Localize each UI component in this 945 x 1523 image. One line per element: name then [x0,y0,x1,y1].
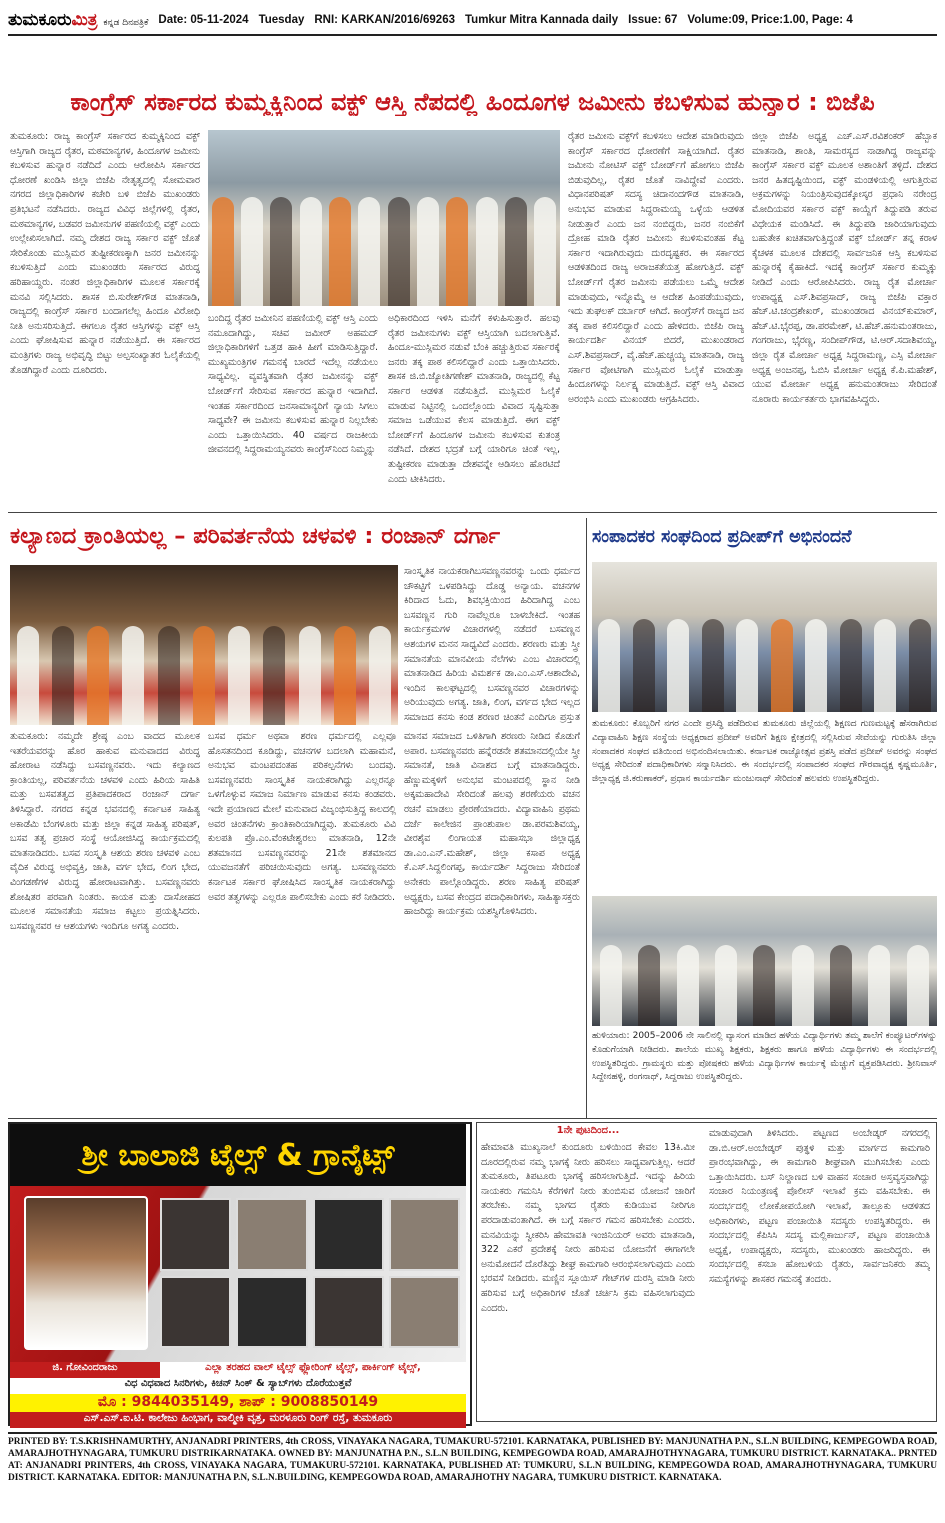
volume-price-page: Volume:09, Price:1.00, Page: 4 [687,14,853,26]
story1-protest-photo [208,130,560,306]
continued-story-box [476,1122,937,1422]
story3-caption-2: ಹುಳಿಯಾರು: 2005–2006 ನೇ ಸಾಲಿನಲ್ಲಿ ವ್ಯಾಸಂಗ ಮಾಡಿದ ಹಳೆಯ ವಿದ್ಯಾರ್ಥಿಗಳು ತಮ್ಮ ಶಾಲೆಗೆ ಕಂಪ್ಯೂಟರ್‌ಗಳನ್ನು ಕೊಡುಗೆಯಾಗಿ ನೀಡಿದರು. ಶಾಲೆಯ ಮುಖ್ಯ ಶಿಕ್ಷಕರು, ಶಿಕ್ಷಕರು ಹಾಗೂ ಹಳೆಯ ವಿದ್ಯಾರ್ಥಿಗಳು ಈ ಸಂದರ್ಭದಲ್ಲಿ ಉಪಸ್ಥಿತರಿದ್ದರು. ಗ್ರಾಮಸ್ಥರು ಮತ್ತು ಪೋಷಕರು ಹಳೆಯ ವಿದ್ಯಾರ್ಥಿಗಳ ಕಾರ್ಯಕ್ಕೆ ಮೆಚ್ಚುಗೆ ವ್ಯಕ್ತಪಡಿಸಿದರು. ಶ್ರೀನಿವಾಸ್ ಸಿದ್ದೇನಹಳ್ಳಿ, ರಂಗನಾಥ್, ಸಿದ್ದರಾಜು ಉಪಸ್ಥಿತರಿದ್ದರು. [592,1031,937,1083]
newspaper-logo [8,10,148,30]
tile-samples [160,1198,460,1348]
logo-main: ತುಮಕೂರು [8,10,72,30]
logo-sub: ಕನ್ನಡ ದಿನಪತ್ರಿಕೆ [103,18,149,28]
story2-column-2: ಬಸವ ಧರ್ಮ ಅಥವಾ ಶರಣ ಧರ್ಮದಲ್ಲಿ ಎಲ್ಲವೂ ಹೊಸತನದಿಂದ ಕೂಡಿದ್ದು, ವಚನಗಳ ಬದಲಾಗಿ ಮಹಾಮನೆ, ಅನುಭವ ಮಂಟಪದಂತಹ ಪರಿಕಲ್ಪನೆಗಳು ಬಂದವು. ಬಸವಣ್ಣನವರು ಸಾಂಸ್ಕೃತಿಕ ನಾಯಕರಾಗಿದ್ದು ಎಲ್ಲರನ್ನೂ ಒಳಗೊಳ್ಳುವ ಸಮಾಜ ನಿರ್ಮಾಣ ಮಾಡುವ ಕನಸು ಕಂಡವರು. ಇದೇ ಪ್ರಯಾಣದ ಮೇಲೆ ಮನುವಾದ ವಿಜೃಂಭಿಸುತ್ತಿದ್ದ ಕಾಲದಲ್ಲಿ ಅವರ ಚಿಂತನೆಗಳು ಕ್ರಾಂತಿಕಾರಿಯಾಗಿದ್ದವು. ತುಮಕೂರು ವಿವಿ ಕುಲಪತಿ ಪ್ರೊ.ಎಂ.ವೆಂಕಟೇಶ್ವರಲು ಮಾತನಾಡಿ, 12ನೇ ಶತಮಾನದ ಬಸವಣ್ಣನವರನ್ನು 21ನೇ ಶತಮಾನದ ಯುವಜನತೆಗೆ ಪರಿಚಯಿಸುವುದು ಅಗತ್ಯ. ಬಸವಣ್ಣನವರು ಕರ್ನಾಟಕ ಸರ್ಕಾರ ಘೋಷಿಸಿದ ಸಾಂಸ್ಕೃತಿಕ ನಾಯಕರಾಗಿದ್ದು ಅವರ ತತ್ವಗಳನ್ನು ಎಲ್ಲರೂ ಪಾಲಿಸಬೇಕು ಎಂದು ಕರೆ ನೀಡಿದರು. [208,731,396,903]
story2-column-3: ಮಾನವ ಸಮಾಜದ ಒಳಿತಿಗಾಗಿ ಶರಣರು ನೀಡಿದ ಕೊಡುಗೆ ಅಪಾರ. ಬಸವಣ್ಣನವರು ಹನ್ನೆರಡನೇ ಶತಮಾನದಲ್ಲಿಯೇ ಸ್ತ್ರೀ ಸಮಾನತೆ, ಜಾತಿ ವಿನಾಶದ ಬಗ್ಗೆ ಮಾತನಾಡಿದ್ದರು. ಹೆಣ್ಣುಮಕ್ಕಳಿಗೆ ಅನುಭವ ಮಂಟಪದಲ್ಲಿ ಸ್ಥಾನ ನೀಡಿ ಅಕ್ಕಮಹಾದೇವಿ ಸೇರಿದಂತೆ ಹಲವು ಶರಣೆಯರು ವಚನ ರಚನೆ ಮಾಡಲು ಪ್ರೇರಣೆಯಾದರು. ವಿದ್ಯಾವಾಹಿನಿ ಪ್ರಥಮ ದರ್ಜೆ ಕಾಲೇಜಿನ ಪ್ರಾಂಶುಪಾಲ ಡಾ.ಪರಮಶಿವಯ್ಯ, ವೀರಶೈವ ಲಿಂಗಾಯತ ಮಹಾಸಭಾ ಜಿಲ್ಲಾಧ್ಯಕ್ಷ ಡಾ.ಎಂ.ಎನ್.ಮಹೇಶ್, ಜಿಲ್ಲಾ ಕಸಾಪ ಅಧ್ಯಕ್ಷ ಕೆ.ಎಸ್.ಸಿದ್ದಲಿಂಗಪ್ಪ, ಕಾರ್ಯದರ್ಶಿ ಸಿದ್ದರಾಜು ಸೇರಿದಂತೆ ಅನೇಕರು ಪಾಲ್ಗೊಂಡಿದ್ದರು. ಶರಣ ಸಾಹಿತ್ಯ ಪರಿಷತ್ ಅಧ್ಯಕ್ಷರು, ಬಸವ ಕೇಂದ್ರದ ಪದಾಧಿಕಾರಿಗಳು, ಸಾಹಿತ್ಯಾಸಕ್ತರು ಹಾಜರಿದ್ದು ಕಾರ್ಯಕ್ರಮ ಯಶಸ್ವಿಗೊಳಿಸಿದರು. [404,731,580,918]
paper-name: Tumkur Mitra Kannada daily [465,14,619,26]
masthead [8,6,937,36]
continued-label: 1ನೇ ಪುಟದಿಂದ... [556,1125,620,1136]
continued-column-1: ಹೇಮಾವತಿ ಮುಖ್ಯನಾಲೆ ಕುಂದೂರು ಬಳಿಯಿಂದ ಕೇವಲ 13ಕಿ.ಮೀ ದೂರದಲ್ಲಿರುವ ನಮ್ಮ ಭಾಗಕ್ಕೆ ನೀರು ಹರಿಸಲು ಸಾಧ್ಯವಾಗುತ್ತಿಲ್ಲ. ಆದರೆ ತುಮಕೂರು, ತಿಪಟೂರು ಭಾಗಕ್ಕೆ ಹರಿಸಲಾಗುತ್ತಿದೆ. ಇದನ್ನು ಹಿರಿಯ ನಾಯಕರು ಗಮನಿಸಿ ಕೆರೆಗಳಿಗೆ ನೀರು ತುಂಬಿಸುವ ಯೋಜನೆ ಜಾರಿಗೆ ತರಬೇಕು. ನಮ್ಮ ಭಾಗದ ರೈತರು ಕುಡಿಯುವ ನೀರಿಗೂ ಪರದಾಡುವಂತಾಗಿದೆ. ಈ ಬಗ್ಗೆ ಸರ್ಕಾರ ಗಮನ ಹರಿಸಬೇಕು ಎಂದರು. ಮನವಿಯನ್ನು ಸ್ವೀಕರಿಸಿ ಹೇಮಾವತಿ ಇಂಜಿನಿಯರ್ ಅವರು ಮಾತನಾಡಿ, 322 ಎಕರೆ ಪ್ರದೇಶಕ್ಕೆ ನೀರು ಹರಿಸುವ ಯೋಜನೆಗೆ ಈಗಾಗಲೇ ಅನುಮೋದನೆ ದೊರೆತಿದ್ದು ಶೀಘ್ರ ಕಾಮಗಾರಿ ಆರಂಭಿಸಲಾಗುವುದು ಎಂದು ಭರವಸೆ ನೀಡಿದರು. ಮಣ್ಣಿನ ಸ್ಲೂಯಿಸ್ ಗೇಟ್‌ಗಳ ದುರಸ್ತಿ ಮಾಡಿ ನೀರು ಹರಿಸುವ ಬಗ್ಗೆ ಅಧಿಕಾರಿಗಳ ಜೊತೆ ಚರ್ಚಿಸಿ ಕ್ರಮ ವಹಿಸಲಾಗುವುದು ಎಂದರು. [481,1142,695,1314]
story2-column-right: ಸಾಂಸ್ಕೃತಿಕ ನಾಯಕರಾಗಿಬಸವಣ್ಣನವರನ್ನು ಒಂದು ಧರ್ಮದ ಚೌಕಟ್ಟಿಗೆ ಒಳಪಡಿಸಿದ್ದು ದೊಡ್ಡ ಅನ್ಯಾಯ. ವಚನಗಳ ಕಿರಿದಾದ ಓದು, ಶಿವಭಕ್ತಿಯಿಂದ ಹಿರಿದಾಗಿದ್ದ ಎಂಬ ಬಸವಣ್ಣನ ಗುರಿ ನಾವೆಲ್ಲರೂ ಬಾಳಬೇಕಿದೆ. ಇಂತಹ ಕಾರ್ಯಕ್ರಮಗಳ ವಿಚಾರಗಳಲ್ಲಿ ನಡೆದರೆ ಬಸವಣ್ಣನ ಆಶಯಗಳ ಮನನ ಸಾಧ್ಯವಿದೆ ಎಂದರು. ಶರಣರು ಮತ್ತು ಸ್ತ್ರೀ ಸಮಾನತೆಯ ಮಾನವೀಯ ನೆಲೆಗಳು ಎಂಬ ವಿಚಾರದಲ್ಲಿ ಮಾತನಾಡಿದ ಹಿರಿಯ ವಿಮರ್ಶಕ ಡಾ.ಎಂ.ಎಸ್.ಆಶಾದೇವಿ, ಇಂದಿನ ಕಾಲಘಟ್ಟದಲ್ಲಿ ಬಸವಣ್ಣನವರ ವಿಚಾರಗಳನ್ನು ಅರಿಯುವುದು ಅಗತ್ಯ. ಜಾತಿ, ಲಿಂಗ, ವರ್ಗದ ಭೇದ ಇಲ್ಲದ ಸಮಾಜದ ಕನಸು ಕಂಡ ಶರಣರ ಚಿಂತನೆ ಎಂದಿಗೂ ಪ್ರಸ್ತುತ [404,566,580,723]
issue-number: Issue: 67 [628,14,678,26]
ad-body [10,1186,466,1362]
story3-headline: ಸಂಪಾದಕರ ಸಂಘದಿಂದ ಪ್ರದೀಪ್‌ಗೆ ಅಭಿನಂದನೆ [592,527,852,547]
story2-column-1: ತುಮಕೂರು: ನಮ್ಮದೇ ಶ್ರೇಷ್ಠ ಎಂಬ ವಾದದ ಮೂಲಕ ಇತರೆಯವರನ್ನು ಹೊರ ಹಾಕುವ ಮನುವಾದದ ವಿರುದ್ಧ ಹೋರಾಟ ನಡೆಸಿದ್ದು ಬಸವಣ್ಣನವರು. ಇದು ಕಲ್ಯಾಣದ ಕ್ರಾಂತಿಯಲ್ಲ, ಪರಿವರ್ತನೆಯ ಚಳವಳಿ ಎಂದು ಹಿರಿಯ ಸಾಹಿತಿ ಮತ್ತು ಬಸವತತ್ವದ ಪ್ರತಿಪಾದಕರಾದ ರಂಜಾನ್ ದರ್ಗಾ ತಿಳಿಸಿದ್ದಾರೆ. ನಗರದ ಕನ್ನಡ ಭವನದಲ್ಲಿ ಕರ್ನಾಟಕ ಸಾಹಿತ್ಯ ಅಕಾಡೆಮಿ ಬೆಂಗಳೂರು ಮತ್ತು ಜಿಲ್ಲಾ ಕನ್ನಡ ಸಾಹಿತ್ಯ ಪರಿಷತ್, ಬಸವ ತತ್ವ ಪ್ರಚಾರ ಸಂಸ್ಥೆ ಆಯೋಜಿಸಿದ್ದ ಕಾರ್ಯಕ್ರಮದಲ್ಲಿ ಮಾತನಾಡಿದರು. ಬಸವ ಸಂಸ್ಕೃತಿ ಆಶಯ ಶರಣ ಚಳವಳಿ ಎಂಬ ವೈದಿಕ ವಿರುದ್ಧ ಅಭಿವ್ಯಕ್ತಿ, ಜಾತಿ, ವರ್ಗ ಭೇದ, ಲಿಂಗ ಭೇದ, ವಿಂಗಡಣೆಗಳ ವಿರುದ್ಧ ಹೋರಾಟವಾಗಿತ್ತು. ಬಸವಣ್ಣನವರು ಶೋಷಿತರ ಪರವಾಗಿ ನಿಂತರು. ಕಾಯಕ ಮತ್ತು ದಾಸೋಹದ ಮೂಲಕ ಸಮಾನತೆಯ ಸಮಾಜ ಕಟ್ಟಲು ಪ್ರಯತ್ನಿಸಿದರು. ಬಸವಣ್ಣನವರ ಆ ಆಶಯಗಳು ಇಂದಿಗೂ ಅಗತ್ಯ ಎಂದರು. [10,731,200,932]
story1-column-5: ಜಿಲ್ಲಾ ಬಿಜೆಪಿ ಅಧ್ಯಕ್ಷ ಎಚ್.ಎಸ್.ರವಿಶಂಕರ್ ಹೆಬ್ಬಾಕ ಮಾತನಾಡಿ, ಶಾಂತಿ, ಸಾಮರಸ್ಯದ ನಾಡಾಗಿದ್ದ ರಾಜ್ಯವನ್ನು ಕಾಂಗ್ರೆಸ್ ಸರ್ಕಾರ ವಕ್ಫ್ ಮೂಲಕ ಅಶಾಂತಿಗೆ ತಳ್ಳಿದೆ. ದೇಶದ ಜನರ ಹಿತದೃಷ್ಟಿಯಿಂದ, ವಕ್ಫ್ ಮಂಡಳಿಯಲ್ಲಿ ಆಗುತ್ತಿರುವ ಅಕ್ರಮಗಳನ್ನು ನಿಯಂತ್ರಿಸುವುದಕ್ಕೋಸ್ಕರ ಪ್ರಧಾನಿ ನರೇಂದ್ರ ಮೋದಿಯವರ ಸರ್ಕಾರ ವಕ್ಫ್ ಕಾಯ್ದೆಗೆ ತಿದ್ದುಪಡಿ ತರುವ ವಿಧೇಯಕ ಮಂಡಿಸಿದೆ. ಈ ತಿದ್ದುಪಡಿ ಜಾರಿಯಾಗುವುದು ಬಹುತೇಕ ಖಚಿತವಾಗುತ್ತಿದ್ದಂತೆ ವಕ್ಫ್ ಬೋರ್ಡ್ ತನ್ನ ಕರಾಳ ಕೈಚಳಕ ಮೂಲಕ ದೇಶದಲ್ಲಿ ಸಾರ್ವಜನಿಕ ಆಸ್ತಿ ಕಬಳಿಸುವ ಹುನ್ನಾರಕ್ಕೆ ಕೈಹಾಕಿದೆ. ಇದಕ್ಕೆ ಕಾಂಗ್ರೆಸ್ ಸರ್ಕಾರ ಕುಮ್ಮಕ್ಕು ನೀಡಿದೆ ಎಂದು ಆರೋಪಿಸಿದರು. ರಾಜ್ಯ ರೈತ ಮೋರ್ಚಾ ಉಪಾಧ್ಯಕ್ಷ ಎಸ್.ಶಿವಪ್ರಸಾದ್, ರಾಜ್ಯ ಬಿಜೆಪಿ ವಕ್ತಾರ ಹೆಚ್.ಟಿ.ಚಂದ್ರಶೇಖರ್, ಮುಖಂಡರಾದ ವಿನಯ್‌ಕುಮಾರ್, ಹೆಚ್.ಟಿ.ಭೈರಪ್ಪ, ಡಾ.ಪರಮೇಶ್, ಟಿ.ಹೆಚ್.ಹನುಮಂತರಾಜು, ಗಂಗರಾಜು, ಭೈರಣ್ಣ, ಸಂದೀಪ್‌ಗೌಡ, ಟಿ.ಆರ್.ಸದಾಶಿವಯ್ಯ, ಜಿಲ್ಲಾ ರೈತ ಮೋರ್ಚಾ ಅಧ್ಯಕ್ಷ ಸಿದ್ದರಾಮಣ್ಣ, ಎಸ್ಸಿ ಮೋರ್ಚಾ ಅಧ್ಯಕ್ಷ ಅಂಜನಪ್ಪ, ಓಬಿಸಿ ಮೋರ್ಚಾ ಅಧ್ಯಕ್ಷ ಕೆ.ಪಿ.ಮಹೇಶ್, ಯುವ ಮೋರ್ಚಾ ಅಧ್ಯಕ್ಷ ಹನುಮಂತರಾಜು ಸೇರಿದಂತೆ ನೂರಾರು ಕಾರ್ಯಕರ್ತರು ಭಾಗವಹಿಸಿದ್ದರು. [752,131,937,405]
ad-address: ಎಸ್.ಎಸ್.ಐ.ಟಿ. ಕಾಲೇಜು ಹಿಂಭಾಗ, ವಾಲ್ಮೀಕಿ ವೃತ್ತ, ಮರಳೂರು ರಿಂಗ್ ರಸ್ತೆ, ತುಮಕೂರು [10,1412,466,1428]
story3-caption-1: ತುಮಕೂರು: ಕೊಬ್ಬರಿಗೆ ನಗರ ಎಂದೇ ಪ್ರಸಿದ್ಧಿ ಪಡೆದಿರುವ ತುಮಕೂರು ಜಿಲ್ಲೆಯಲ್ಲಿ ಶಿಕ್ಷಣದ ಗುಣಮಟ್ಟಕ್ಕೆ ಹೆಸರಾಗಿರುವ ವಿದ್ಯಾವಾಹಿನಿ ಶಿಕ್ಷಣ ಸಂಸ್ಥೆಯ ಅಧ್ಯಕ್ಷರಾದ ಪ್ರದೀಪ್ ಅವರಿಗೆ ಶಿಕ್ಷಣ ಕ್ಷೇತ್ರದಲ್ಲಿ ಸಲ್ಲಿಸಿರುವ ಸೇವೆಯನ್ನು ಗುರುತಿಸಿ ಜಿಲ್ಲಾ ಸಂಪಾದಕರ ಸಂಘದ ವತಿಯಿಂದ ಅಭಿನಂದಿಸಲಾಯಿತು. ಕರ್ನಾಟಕ ರಾಜ್ಯೋತ್ಸವ ಪ್ರಶಸ್ತಿ ಪಡೆದ ಪ್ರದೀಪ್ ಅವರನ್ನು ಸಂಘದ ಅಧ್ಯಕ್ಷ ಸೇರಿದಂತೆ ಪದಾಧಿಕಾರಿಗಳು ಸನ್ಮಾನಿಸಿದರು. ಈ ಸಂದರ್ಭದಲ್ಲಿ ಸಂಪಾದಕರ ಸಂಘದ ಗೌರವಾಧ್ಯಕ್ಷ ಕೃಷ್ಣಮೂರ್ತಿ, ಜಿಲ್ಲಾಧ್ಯಕ್ಷ ಜಿ.ಕರುಣಾಕರ್, ಪ್ರಧಾನ ಕಾರ್ಯದರ್ಶಿ ಮಂಜುನಾಥ್ ಸೇರಿದಂತೆ ಹಲವರು ಉಪಸ್ಥಿತರಿದ್ದರು. [592,719,937,785]
imprint-footer: PRINTED BY: T.S.KRISHNAMURTHY, ANJANADRI PRINTERS, 4th CROSS, VINAYAKA NAGARA, TUMAKURU-572101. KARNATAKA, PUBLISHED BY: MANJUNATHA P.N., S.L.N BUILDING, KEMPEGOWDA ROAD, AMARAJHOTHYNAGARA, TUMKURU DISTRIKARNATAKA. OWNED BY: MANJUNATHA P.N., S.L.N BUILDING, KEMPEGOWDA ROAD, AMARAJHOTHYNAGARA, TUMKURU DISTRICT. KARNATAKA.. PRNTED AT: ANJANADRI PRINTERS, 4th CROSS, VINAYAKA NAGARA, TUMAKURU-572101. KARNATAKA, PUBLISHED AT: TUMKURU, S.L.N BUILDING, KEMPEGOWDA ROAD, AMARAJHOTHYNAGARA, TUMKURU DISTRICT. KARNATAKA. EDITOR: MANJUNATHA P.N, S.L.N.BUILDING, KEMPEGOWDA ROAD, AMARAJHOTHY NAGARA, TUMKURU DISTRICT. KARNATAKA. [8,1432,937,1484]
story1-column-4: ರೈತರ ಜಮೀನು ವಕ್ಫ್‌ಗೆ ಕಬಳಿಸಲು ಆದೇಶ ಮಾಡಿರುವುದು ಕಾಂಗ್ರೆಸ್ ಸರ್ಕಾರದ ಧೋರಣೆಗೆ ಸಾಕ್ಷಿಯಾಗಿದೆ. ರೈತರ ಜಮೀನು ನೋಟಿಸ್ ವಕ್ಫ್ ಬೋರ್ಡ್‌ಗೆ ಹೋಗಲು ಬಿಜೆಪಿ ಬಿಡುವುದಿಲ್ಲ, ರೈತರ ಜೊತೆ ನಾವಿದ್ದೇವೆ ಎಂದರು. ವಿಧಾನಪರಿಷತ್ ಸದಸ್ಯ ಚಿದಾನಂದಗೌಡ ಮಾತನಾಡಿ, ಅನುಭವ ಮಾಡುವ ಸಿದ್ದರಾಮಯ್ಯ ಒಳ್ಳೆಯ ಆಡಳಿತ ನೀಡುತ್ತಾರೆ ಎಂದು ಜನ ನಂಬಿದ್ದರು, ಜನರ ನಂಬಿಕೆಗೆ ದ್ರೋಹ ಮಾಡಿ ರೈತರ ಜಮೀನು ಕಬಳಿಸುವಂತಹ ಕೆಟ್ಟ ಸರ್ಕಾರ ಇದಾಗಿರುವುದು ದುರದೃಷ್ಟಕರ. ಈ ಸರ್ಕಾರದ ಆಡಳಿತದಿಂದ ರಾಜ್ಯ ಅರಾಜಕತೆಯತ್ತ ಹೋಗುತ್ತಿದೆ. ವಕ್ಫ್ ಬೋರ್ಡ್‌ಗೆ ರೈತರ ಜಮೀನು ಪಡೆಯಲು ಒಮ್ಮೆ ಆದೇಶ ಮಾಡುವುದು, ಇನ್ನೊಮ್ಮೆ ಆ ಆದೇಶ ಹಿಂಪಡೆಯುವುದು, ಇದು ತುಘಲಕ್ ದರ್ಬಾರ್ ಆಗಿದೆ. ಕಾಂಗ್ರೆಸ್‌ಗೆ ರಾಜ್ಯದ ಜನ ತಕ್ಕ ಪಾಠ ಕಲಿಸಲಿದ್ದಾರೆ ಎಂದು ಹೇಳಿದರು. ಬಿಜೆಪಿ ರಾಜ್ಯ ಕಾರ್ಯದರ್ಶಿ ವಿನಯ್ ಬಿದರೆ, ಮುಖಂಡರಾದ ಎಸ್.ಶಿವಪ್ರಸಾದ್, ವೈ.ಹೆಚ್.ಹುಚ್ಚಯ್ಯ ಮಾತನಾಡಿ, ರಾಜ್ಯ ಸರ್ಕಾರ ವೋಟಿಗಾಗಿ ಮುಸ್ಲಿಮರ ಓಲೈಕೆ ಮಾಡುತ್ತಾ ಹಿಂದೂಗಳನ್ನು ನಿರ್ಲಕ್ಷ್ಯ ಮಾಡುತ್ತಿದೆ. ವಕ್ಫ್ ಆಸ್ತಿ ವಿವಾದ ಅರಂಭಿಸಿ ಎಂದು ಮುಖಂಡರು ಆಗ್ರಹಿಸಿದರು. [568,131,744,405]
advertisement-balaji-tiles [8,1122,472,1426]
issue-date: Date: 05-11-2024 [158,14,249,26]
story1-headline-wrap [8,80,937,124]
owner-photo [24,1196,148,1350]
story3-computer-donation-photo [592,896,937,1026]
continued-column-2: ಮಾಡುವುದಾಗಿ ತಿಳಿಸಿದರು. ಪಟ್ಟಣದ ಅಂಬೇಡ್ಕರ್ ನಗರದಲ್ಲಿ ಡಾ.ಬಿ.ಆರ್.ಅಂಬೇಡ್ಕರ್ ಪುತ್ಥಳಿ ಮತ್ತು ಮಾರ್ಗದ ಕಾಮಗಾರಿ ಪ್ರಾರಂಭವಾಗಿದ್ದು, ಈ ಕಾಮಗಾರಿ ಶೀಘ್ರವಾಗಿ ಮುಗಿಸಬೇಕು ಎಂದು ಒತ್ತಾಯಿಸಿದರು. ಬಸ್ ನಿಲ್ದಾಣದ ಬಳಿ ವಾಹನ ಸಂಚಾರ ಅಸ್ತವ್ಯಸ್ತವಾಗಿದ್ದು ಸಂಚಾರ ನಿಯಂತ್ರಣಕ್ಕೆ ಪೊಲೀಸ್ ಇಲಾಖೆ ಕ್ರಮ ವಹಿಸಬೇಕು. ಈ ಸಂದರ್ಭದಲ್ಲಿ ಲೋಕೋಪಯೋಗಿ ಇಲಾಖೆ, ತಾಲ್ಲೂಕು ಆಡಳಿತದ ಅಧಿಕಾರಿಗಳು, ಪಟ್ಟಣ ಪಂಚಾಯಿತಿ ಸದಸ್ಯರು ಉಪಸ್ಥಿತರಿದ್ದರು. ಈ ಸಂದರ್ಭದಲ್ಲಿ ಕೆಪಿಸಿಸಿ ಸದಸ್ಯ ಮಲ್ಲಿಕಾರ್ಜುನ್, ಪಟ್ಟಣ ಪಂಚಾಯಿತಿ ಅಧ್ಯಕ್ಷೆ, ಉಪಾಧ್ಯಕ್ಷರು, ಸದಸ್ಯರು, ಮುಖಂಡರು ಹಾಜರಿದ್ದರು. ಈ ಸಂದರ್ಭದಲ್ಲಿ ಕಸಬಾ ಹೋಬಳಿಯ ರೈತರು, ಸಾರ್ವಜನಿಕರು ತಮ್ಮ ಸಮಸ್ಯೆಗಳನ್ನು ಶಾಸಕರ ಗಮನಕ್ಕೆ ತಂದರು. [709,1128,930,1285]
divider [8,512,937,513]
divider-vertical [586,518,587,1118]
rni-number: RNI: KARKAN/2016/69263 [314,14,455,26]
ad-phone: ಮೊ : 9844035149, ಶಾಪ್ : 9008850149 [10,1394,466,1412]
ad-title: ಶ್ರೀ ಬಾಲಾಜಿ ಟೈಲ್ಸ್ & ಗ್ರಾನೈಟ್ಸ್ [10,1124,466,1186]
story2-event-photo [10,565,398,725]
story1-column-2: ಬಂದಿದ್ದ ರೈತರ ಜಮೀನಿನ ಪಹಣಿಯಲ್ಲಿ ವಕ್ಫ್ ಆಸ್ತಿ ಎಂದು ನಮೂದಾಗಿದ್ದು, ಸಚಿವ ಜಮೀರ್ ಅಹಮದ್ ಜಿಲ್ಲಾಧಿಕಾರಿಗಳಿಗೆ ಒತ್ತಡ ಹಾಕಿ ಹೀಗೆ ಮಾಡಿಸುತ್ತಿದ್ದಾರೆ. ಮುಖ್ಯಮಂತ್ರಿಗಳ ಗಮನಕ್ಕೆ ಬಾರದೆ ಇದೆಲ್ಲ ನಡೆಯಲು ಸಾಧ್ಯವಿಲ್ಲ. ವ್ಯವಸ್ಥಿತವಾಗಿ ರೈತರ ಜಮೀನನ್ನು ವಕ್ಫ್ ಬೋರ್ಡ್‌ಗೆ ಸೇರಿಸುವ ಸರ್ಕಾರದ ಹುನ್ನಾರ ಇದಾಗಿದೆ. ಇಂತಹ ಸರ್ಕಾರದಿಂದ ಜನಸಾಮಾನ್ಯರಿಗೆ ನ್ಯಾಯ ಸಿಗಲು ಸಾಧ್ಯವೇ? ಈ ಜಮೀನು ಕಬಳಿಸುವ ಹುನ್ನಾರ ನಿಲ್ಲಬೇಕು ಎಂದು ಒತ್ತಾಯಿಸಿದರು. 40 ವರ್ಷದ ರಾಜಕೀಯ ಜೀವನದಲ್ಲಿ ಸಿದ್ದರಾಮಯ್ಯನವರು ಕಾಂಗ್ರೆಸ್‌ನಿಂದ ನಿಮ್ಮನ್ನು [208,313,378,456]
divider [8,1118,937,1119]
ad-tagline-2: ವಿಧ ವಿಧವಾದ ಸಿನರಿಗಳು, ಕಿಚನ್ ಸಿಂಕ್ & ಸ್ಯಾಬ್‌ಗಳು ದೊರೆಯುತ್ತವೆ [124,1378,352,1389]
story1-headline: ಕಾಂಗ್ರೆಸ್ ಸರ್ಕಾರದ ಕುಮ್ಮಕ್ಕಿನಿಂದ ವಕ್ಫ್ ಆಸ್ತಿ ನೆಪದಲ್ಲಿ ಹಿಂದೂಗಳ ಜಮೀನು ಕಬಳಿಸುವ ಹುನ್ನಾರ : ಬಿಜೆಪಿ [70,88,875,116]
logo-accent: ಮಿತ್ರ [71,10,98,30]
issue-day: Tuesday [258,14,305,26]
ad-tagline: ಎಲ್ಲಾ ತರಹದ ವಾಲ್ ಟೈಲ್ಸ್ ಫ್ಲೋರಿಂಗ್ ಟೈಲ್ಸ್, ಪಾರ್ಕಿಂಗ್ ಟೈಲ್ಸ್, [205,1362,421,1373]
story1-column-3: ಅಧಿಕಾರದಿಂದ ಇಳಿಸಿ ಮನೆಗೆ ಕಳುಹಿಸುತ್ತಾರೆ. ಹಲವು ರೈತರ ಜಮೀನುಗಳು ವಕ್ಫ್ ಆಸ್ತಿಯಾಗಿ ಬದಲಾಗುತ್ತಿವೆ. ಹಿಂದೂ-ಮುಸ್ಲಿಮರ ನಡುವೆ ಬೆಂಕಿ ಹಚ್ಚುತ್ತಿರುವ ಸರ್ಕಾರಕ್ಕೆ ಜನರು ತಕ್ಕ ಪಾಠ ಕಲಿಸಲಿದ್ದಾರೆ ಎಂದು ಒತ್ತಾಯಿಸಿದರು. ಶಾಸಕ ಜಿ.ಬಿ.ಜ್ಯೋತಿಗಣೇಶ್ ಮಾತನಾಡಿ, ರಾಜ್ಯದಲ್ಲಿ ಕೆಟ್ಟ ಸರ್ಕಾರ ಆಡಳಿತ ನಡೆಸುತ್ತಿದೆ. ಮುಸ್ಲಿಮರ ಓಲೈಕೆ ಮಾಡುವ ನಿಟ್ಟಿನಲ್ಲಿ ಒಂದಲ್ಲೊಂದು ವಿವಾದ ಸೃಷ್ಟಿಸುತ್ತಾ ಸಮಾಜ ಒಡೆಯುವ ಕೆಲಸ ಮಾಡುತ್ತಿದೆ. ಈಗ ವಕ್ಫ್ ಬೋರ್ಡ್‌ಗೆ ಹಿಂದೂಗಳ ಜಮೀನು ಕಬಳಿಸುವ ಕುತಂತ್ರ ನಡೆಸಿದೆ. ದೇಶದ ಭದ್ರತೆ ಬಗ್ಗೆ ಯಾರಿಗೂ ಚಿಂತೆ ಇಲ್ಲ, ತುಷ್ಟೀಕರಣ ಮಾಡುತ್ತಾ ದೇಶವನ್ನೇ ಆಡಿಸಲು ಹೊರಟಿದೆ ಎಂದು ಟೀಕಿಸಿದರು. [388,313,560,485]
ad-owner-name: ಜಿ. ಗೋವಿಂದರಾಜು [10,1362,160,1378]
story1-column-1: ತುಮಕೂರು: ರಾಜ್ಯ ಕಾಂಗ್ರೆಸ್ ಸರ್ಕಾರದ ಕುಮ್ಮಕ್ಕಿನಿಂದ ವಕ್ಫ್ ಆಸ್ತಿಗಾಗಿ ರಾಜ್ಯದ ರೈತರ, ಮಠಮಾನ್ಯಗಳ, ಹಿಂದೂಗಳ ಜಮೀನು ಕಬಳಿಸುವ ಹುನ್ನಾರ ನಡೆದಿದೆ ಎಂದು ಆರೋಪಿಸಿ ಸರ್ಕಾರದ ಧೋರಣೆ ಖಂಡಿಸಿ ಜಿಲ್ಲಾ ಬಿಜೆಪಿ ನೇತೃತ್ವದಲ್ಲಿ ಸೋಮವಾರ ನಗರದ ಜಿಲ್ಲಾಧಿಕಾರಿಗಳ ಕಚೇರಿ ಬಳಿ ಬಿಜೆಪಿ ಮುಖಂಡರು ಪ್ರತಿಭಟನೆ ನಡೆಸಿದರು. ರಾಜ್ಯದ ವಿವಿಧ ಜಿಲ್ಲೆಗಳಲ್ಲಿ ರೈತರ, ಮಠಮಾನ್ಯಗಳ, ಬಡವರ ಜಮೀನುಗಳ ಪಹಣಿಯಲ್ಲಿ ವಕ್ಫ್ ಎಂದು ಉಲ್ಲೇಖಿಸಲಾಗಿದೆ. ನಮ್ಮ ದೇಶದ ರಾಜ್ಯ ಸರ್ಕಾರ ವಕ್ಫ್ ಜೊತೆ ಸೇರಿಕೊಂಡು ಮುಸ್ಲಿಮರ ತುಷ್ಟೀಕರಣಕ್ಕಾಗಿ ಜನರ ಜಮೀನನ್ನು ಕಬಳಿಸುತ್ತಿದೆ ಎಂದು ಮುಖಂಡರು ಸರ್ಕಾರದ ವಿರುದ್ಧ ಹರಿಹಾಯ್ದರು. ನಂತರ ಜಿಲ್ಲಾಧಿಕಾರಿಗಳ ಮೂಲಕ ಸರ್ಕಾರಕ್ಕೆ ಮನವಿ ಸಲ್ಲಿಸಿದರು. ಶಾಸಕ ಬಿ.ಸುರೇಶ್‌ಗೌಡ ಮಾತನಾಡಿ, ರಾಜ್ಯದಲ್ಲಿ ಕಾಂಗ್ರೆಸ್ ಸರ್ಕಾರ ಬಂದಾಗಲೆಲ್ಲ ಹಿಂದೂ ವಿರೋಧಿ ನೀತಿ ಅನುಸರಿಸುತ್ತಿದೆ. ಈಗಲೂ ರೈತರ ಆಸ್ತಿಗಳನ್ನು ವಕ್ಫ್ ಆಸ್ತಿ ಎಂದು ಘೋಷಿಸುವ ಹುನ್ನಾರ ನಡೆಯುತ್ತಿದೆ. ಈ ಸರ್ಕಾರದ ಮಂತ್ರಿಗಳು ರಾಜ್ಯ ಅಭಿವೃದ್ಧಿ ಬಿಟ್ಟು ಅಲ್ಪಸಂಖ್ಯಾತರ ಓಲೈಕೆಯಲ್ಲಿ ತೊಡಗಿದ್ದಾರೆ ಎಂದು ದೂರಿದರು. [10,131,200,376]
story2-headline: ಕಲ್ಯಾಣದ ಕ್ರಾಂತಿಯಲ್ಲ – ಪರಿವರ್ತನೆಯ ಚಳವಳಿ : ರಂಜಾನ್ ದರ್ಗಾ [10,523,501,549]
story3-felicitation-photo [592,562,937,712]
